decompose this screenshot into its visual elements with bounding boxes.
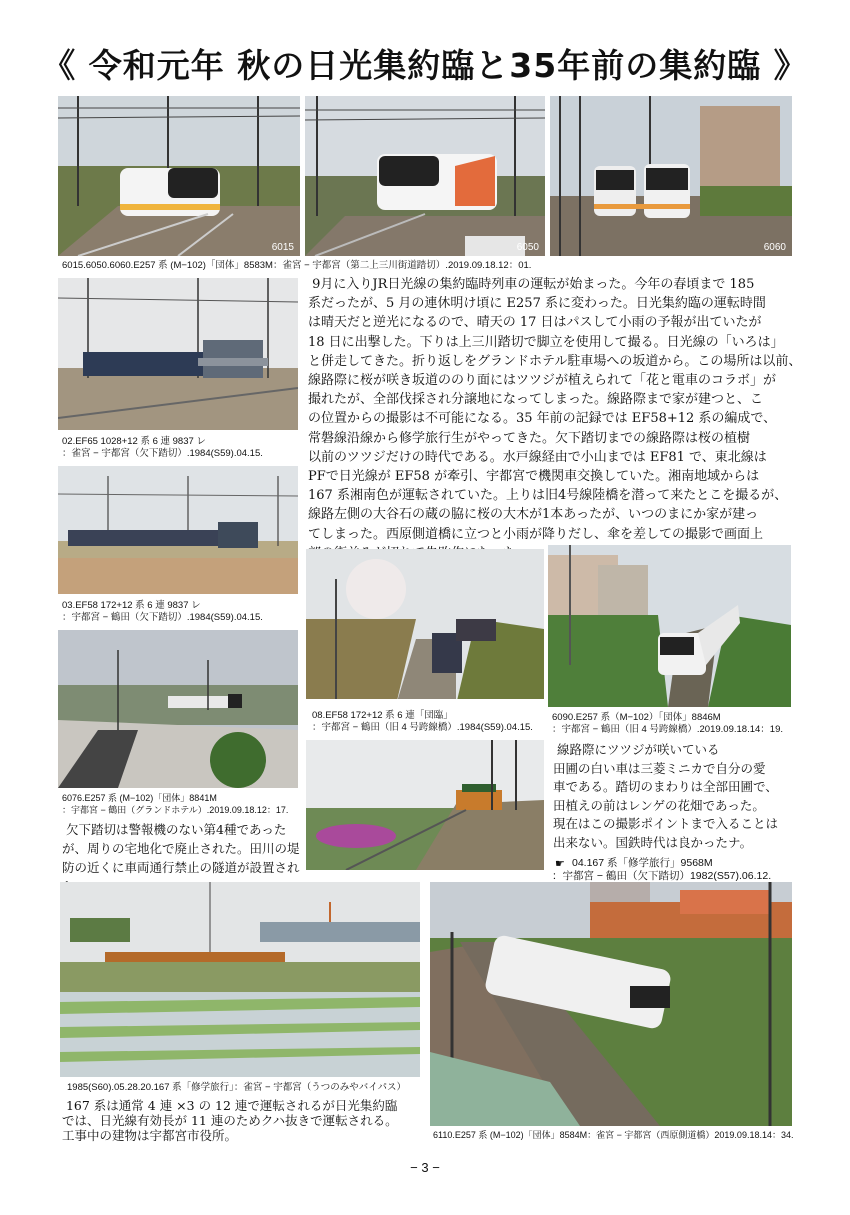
photo-6110	[430, 882, 792, 1126]
pointing-hand-icon: ☛	[555, 857, 565, 870]
caption-ef58-a: 03.EF58 172+12 系 6 連 9837 レ ：宇都宮 − 鶴田（欠下踏切）.1984(S59).04.15.	[62, 600, 263, 623]
caption-167: 04.167 系「修学旅行」9568M	[572, 857, 713, 869]
caption-167-line2: ：宇都宮 − 鶴田（欠下踏切）1982(S57).06.12.	[552, 870, 772, 882]
caption-1985: 1985(S60).05.28.20.167 系「修学旅行」：雀宮 − 宇都宮（うつのみやバイパス）	[67, 1082, 406, 1093]
left-column-text: 欠下踏切は警報機のない第4種であったが、周りの宅地化で廃止された。田川の堤 防の近くに車両通行禁止の隧道が設置され	[62, 822, 300, 875]
caption-6090: 6090.E257 系（M−102）「団体」8846M ：宇都宮 − 鶴田（旧 4 号跨線橋）.2019.09.18.14：19.	[552, 712, 783, 735]
photo-167-kakeshita	[306, 740, 544, 870]
caption-top-row: 6015.6050.6060.E257 系 (M−102)「団体」8583M：雀宮 − 宇都宮（第二上三川街道踏切）.2019.09.18.12：01.	[62, 260, 532, 271]
bottom-text: 167 系は通常 4 連 ×3 の 12 連で運転されるが日光集約臨 では、日光線有効長が 11 連のためクハ抜きで運転される。 工事中の建物は宇都宮市役所。	[62, 1098, 398, 1143]
photo-6090	[548, 545, 791, 707]
photo-1985-rice-field	[60, 882, 420, 1077]
tsutsuji-text: 線路際にツツジが咲いている 田圃の白い車は三菱ミニカで自分の愛 車である。踏切のまわりは全部田圃で、 田植えの前はレンゲの花畑であった。 現在はこの撮影ポイントまで入ることは 出来ない。国鉄時代は良かったナ。	[553, 742, 779, 850]
main-paragraph: 9月に入りJR日光線の集約臨時列車の運転が始まった。今年の春頃まで 185 系だったが、5 月の連休明け頃に E257 系に変わった。日光集約臨の運転時間 は晴天だと逆光になるので、晴天の 17 日はパスして小雨の予報が出ていたが 18 日に出撃した。下りは上三川踏切で脚立を使用して撮る。日光線の「いろは」 と併走してきた。折り返しをグランドホテル駐車場への坂道から。この場所は以前、 線路際に桜が咲き坂道ののり面にはツツジが植えられて「花と電車のコラボ」が 撮れたが、全部伐採され分譲地になってしまった。線路際まで家が建つと、こ の位置からの撮影は不可能になる。35 年前の記録では EF58+12 系の編成で、 常磐線沿線から修学旅行生がやってきた。欠下踏切までの線路際は桜の植樹 以前のツツジだけの時代である。水戸線経由で小山までは EF81 で、東北線は PFで日光線が EF58 が牽引、宇都宮で機関車交換していた。湘南地域からは 167 系湘南色が運転されていた。上りは旧4号線陸橋を潜って来たとこを撮るが、 線路左側の大谷石の蔵の脇に桜の大木が1本あったが、いつのまにか家が建っ てしまった。西原側道橋に立つと小雨が降りだし、傘を差しての撮影で画面上	[308, 277, 802, 542]
photo-6050	[305, 96, 545, 256]
photo-6060	[550, 96, 792, 256]
photo-ef65	[58, 278, 298, 430]
photo-ef58-a	[58, 466, 298, 594]
caption-6076: 6076.E257 系 (M−102)「団体」8841M ：宇都宮 − 鶴田（グランドホテル）.2019.09.18.12：17.	[62, 793, 289, 815]
photo-number: 6060	[763, 242, 786, 253]
photo-6015	[58, 96, 300, 256]
caption-ef58-b: 08.EF58 172+12 系 6 連「団臨」 ：宇都宮 − 鶴田（旧 4 号跨線橋）.1984(S59).04.15.	[312, 710, 533, 733]
caption-ef65: 02.EF65 1028+12 系 6 連 9837 レ ：雀宮 − 宇都宮（欠下踏切）.1984(S59).04.15.	[62, 436, 263, 459]
photo-number: 6050	[516, 242, 539, 253]
photo-number: 6015	[271, 242, 294, 253]
page-title: 《 令和元年 秋の日光集約臨と35年前の集約臨 》	[42, 46, 808, 85]
page-number: − 3 −	[410, 1160, 440, 1175]
photo-ef58-b	[306, 549, 544, 705]
caption-6110: 6110.E257 系 (M−102)「団体」8584M：雀宮 − 宇都宮（西原側道橋）2019.09.18.14：34.	[433, 1130, 794, 1140]
photo-6076	[58, 630, 298, 788]
